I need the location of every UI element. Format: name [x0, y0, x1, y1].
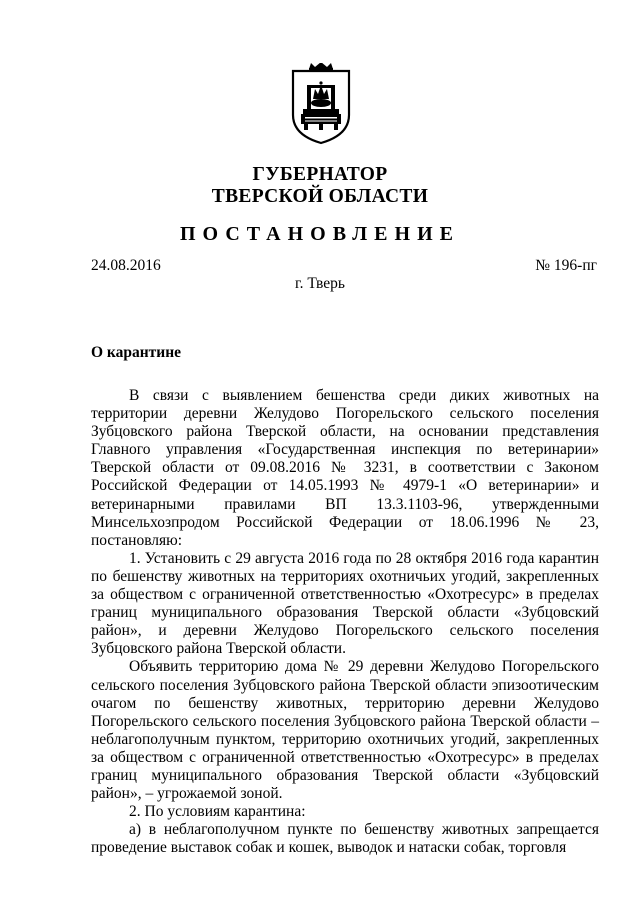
- body-paragraph-declaration: Объявить территорию дома № 29 деревни Желудово Погорельского сельского поселения Зубцовского района Тверской области эпизоотическим очагом по бешенству животных, территорию деревни Желудово Погорельского сельского поселения Зубцовского района Тверской области – неблагополучным пунктом, территорию охотничьих угодий, закрепленных за обществом с ограниченной ответственностью «Охотресурс» в пределах границ муниципального образования Тверской области «Зубцовский район», – угрожаемой зоной.: [91, 658, 599, 803]
- document-date: 24.08.2016: [91, 257, 161, 274]
- body-paragraph-item-2a: а) в неблагополучном пункте по бешенству животных запрещается проведение выставок собак и кошек, выводок и натаски собак, торговля: [91, 821, 599, 857]
- document-city: г. Тверь: [295, 275, 345, 292]
- tver-coat-of-arms-icon: [289, 63, 353, 145]
- body-paragraph-item-1: 1. Установить с 29 августа 2016 года по 28 октября 2016 года карантин по бешенству животных на территориях охотничьих угодий, закрепленных за обществом с ограниченной ответственностью «Охотресурс» в пределах границ муниципального образования Тверской области «Зубцовский район», и деревни Желудово Погорельского сельского поселения Зубцовского района Тверской области.: [91, 549, 599, 658]
- org-title-line-2: ТВЕРСКОЙ ОБЛАСТИ: [211, 186, 429, 207]
- body-paragraph-preamble: В связи с выявлением бешенства среди диких животных на территории деревни Желудово Погорельского сельского поселения Зубцовского района Тверской области, на основании представления Главного управления «Государственная инспекция по ветеринарии» Тверской области от 09.08.2016 № 3231, в соответствии с Законом Российской Федерации от 14.05.1993 № 4979-1 «О ветеринарии» и ветеринарными правилами ВП 13.3.1103-96, утвержденными Минсельхозпродом Российской Федерации от 18.06.1996 № 23, постановляю:: [91, 387, 599, 549]
- document-body: [91, 387, 599, 857]
- document-number: № 196-пг: [535, 257, 597, 274]
- org-title-line-1: ГУБЕРНАТОР: [252, 164, 388, 185]
- document-type-heading: ПОСТАНОВЛЕНИЕ: [180, 223, 460, 245]
- body-paragraph-item-2: 2. По условиям карантина:: [129, 803, 306, 821]
- document-subject: О карантине: [91, 344, 182, 361]
